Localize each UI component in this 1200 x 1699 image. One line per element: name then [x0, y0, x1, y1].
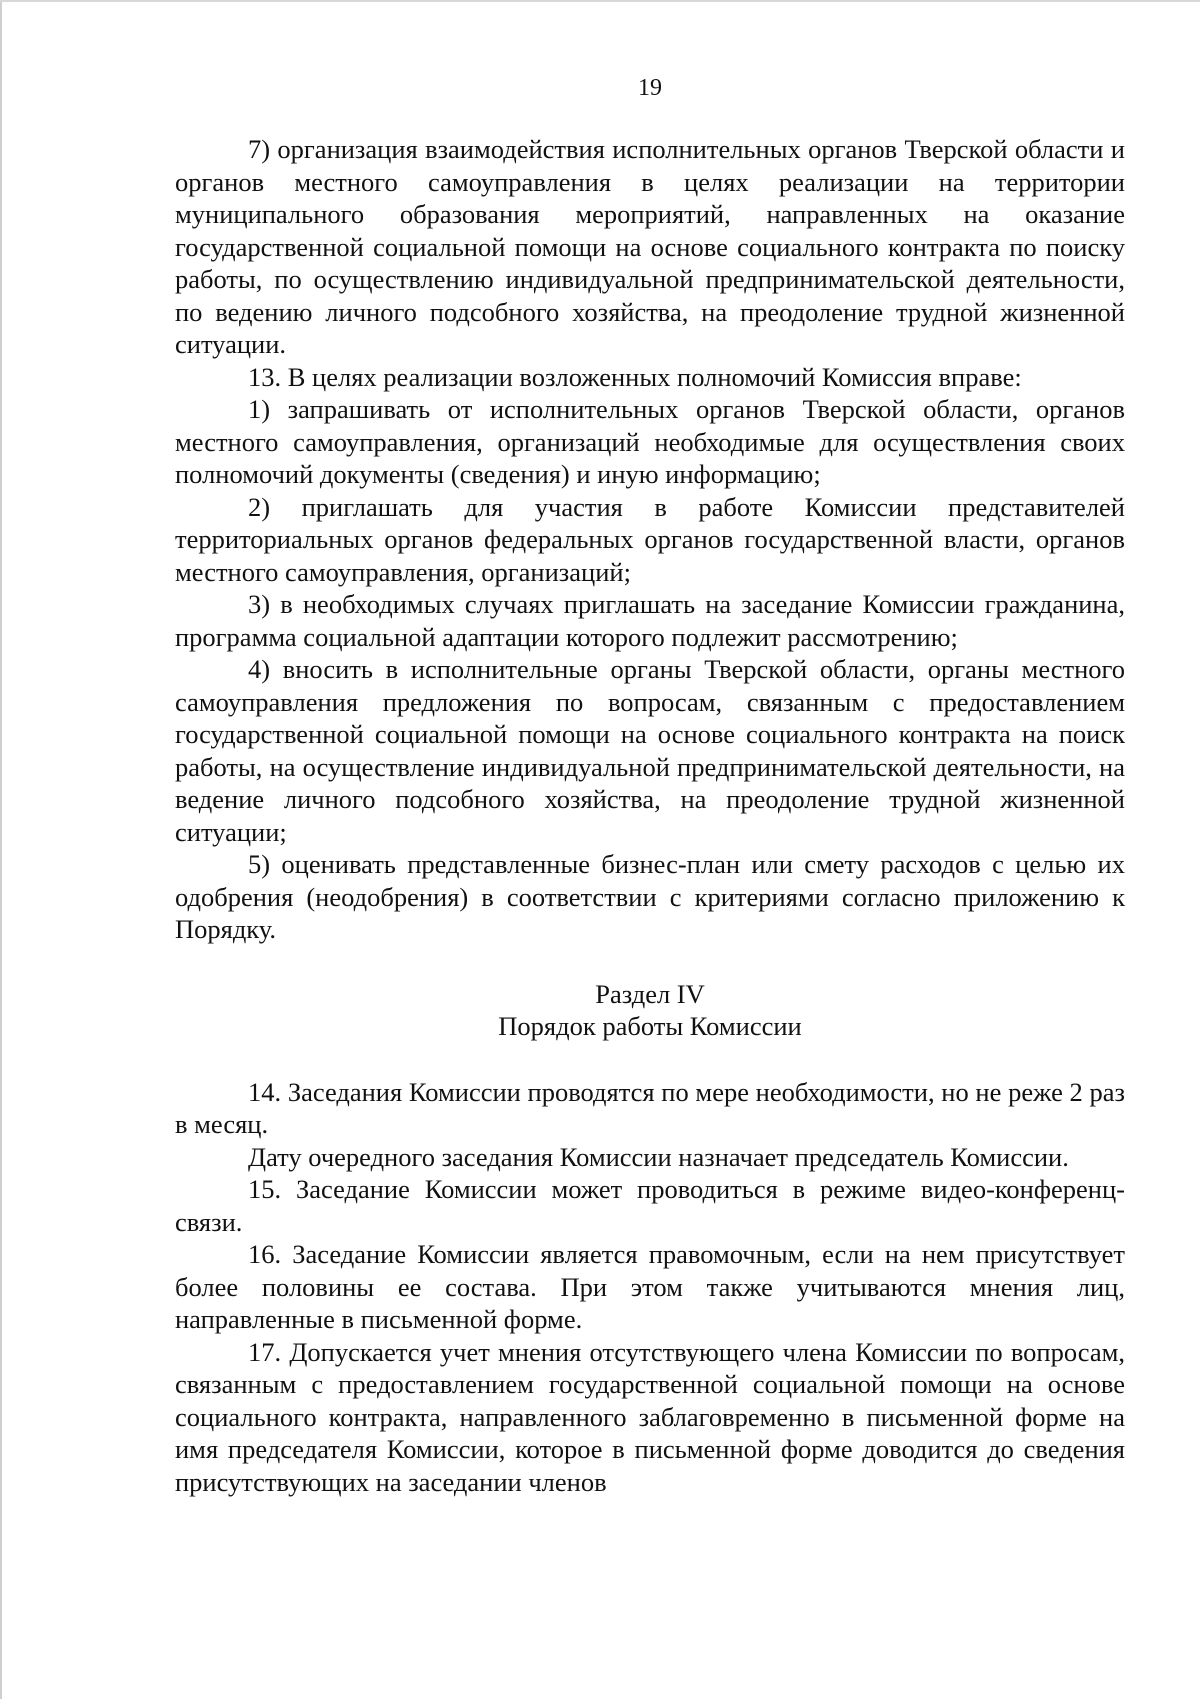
paragraph-clause-14: 14. Заседания Комиссии проводятся по мере необходимости, но не реже 2 раз в месяц.	[175, 1076, 1125, 1139]
scan-left-edge	[0, 0, 2, 1699]
paragraph-right-1: 1) запрашивать от исполнительных органов Тверской области, органов местного самоуправления, организаций необходимые для осуществления своих полномочий документы (сведения) и иную информацию;	[175, 394, 1125, 489]
scan-top-edge	[0, 0, 1200, 2]
paragraph-clause-13: 13. В целях реализации возложенных полномочий Комиссия вправе:	[248, 361, 1022, 392]
paragraph-clause-16: 16. Заседание Комиссии является правомочным, если на нем присутствует более половины ее состава. При этом также учитываются мнения лиц, направленные в письменной форме.	[175, 1239, 1125, 1334]
page-number: 19	[638, 75, 662, 101]
section-title: Порядок работы Комиссии	[498, 1011, 802, 1041]
paragraph-clause-17: 17. Допускается учет мнения отсутствующего члена Комиссии по вопросам, связанным с предоставлением государственной социальной помощи на основе социального контракта, направленного заблаговременно в письменной форме на имя председателя Комиссии, которое в письменной форме доводится до сведения присутствующих на заседании членов	[175, 1336, 1125, 1497]
paragraph-right-4: 4) вносить в исполнительные органы Тверской области, органы местного самоуправления предложения по вопросам, связанным с предоставлением государственной социальной помощи на основе социального контракта на поиск работы, на осуществление индивидуальной предпринимательской деятельности, на ведение личного подсобного хозяйства, на преодоление трудной жизненной ситуации;	[175, 654, 1125, 847]
paragraph-meeting-date: Дату очередного заседания Комиссии назначает председатель Комиссии.	[248, 1141, 1069, 1172]
paragraph-clause-15: 15. Заседание Комиссии может проводиться в режиме видео-конференц-связи.	[175, 1174, 1125, 1237]
section-heading	[175, 978, 1125, 1043]
section-label: Раздел IV	[595, 978, 705, 1009]
paragraph-right-2: 2) приглашать для участия в работе Комиссии представителей территориальных органов федеральных органов государственной власти, органов местного самоуправления, организаций;	[175, 491, 1125, 587]
paragraph-right-5: 5) оценивать представленные бизнес-план или смету расходов с целью их одобрения (неодобрения) в соответствии с критериями согласно приложению к Порядку.	[175, 849, 1125, 944]
paragraph-right-3: 3) в необходимых случаях приглашать на заседание Комиссии гражданина, программа социальной адаптации которого подлежит рассмотрению;	[175, 589, 1125, 652]
paragraph-item-7: 7) организация взаимодействия исполнительных органов Тверской области и органов местного самоуправления в целях реализации на территории муниципального образования мероприятий, направленных на оказание государственной социальной помощи на основе социального контракта по поиску работы, по осуществлению индивидуальной предпринимательской деятельности, по ведению личного подсобного хозяйства, на преодоление трудной жизненной ситуации.	[175, 134, 1125, 359]
document-body	[175, 133, 1125, 1498]
